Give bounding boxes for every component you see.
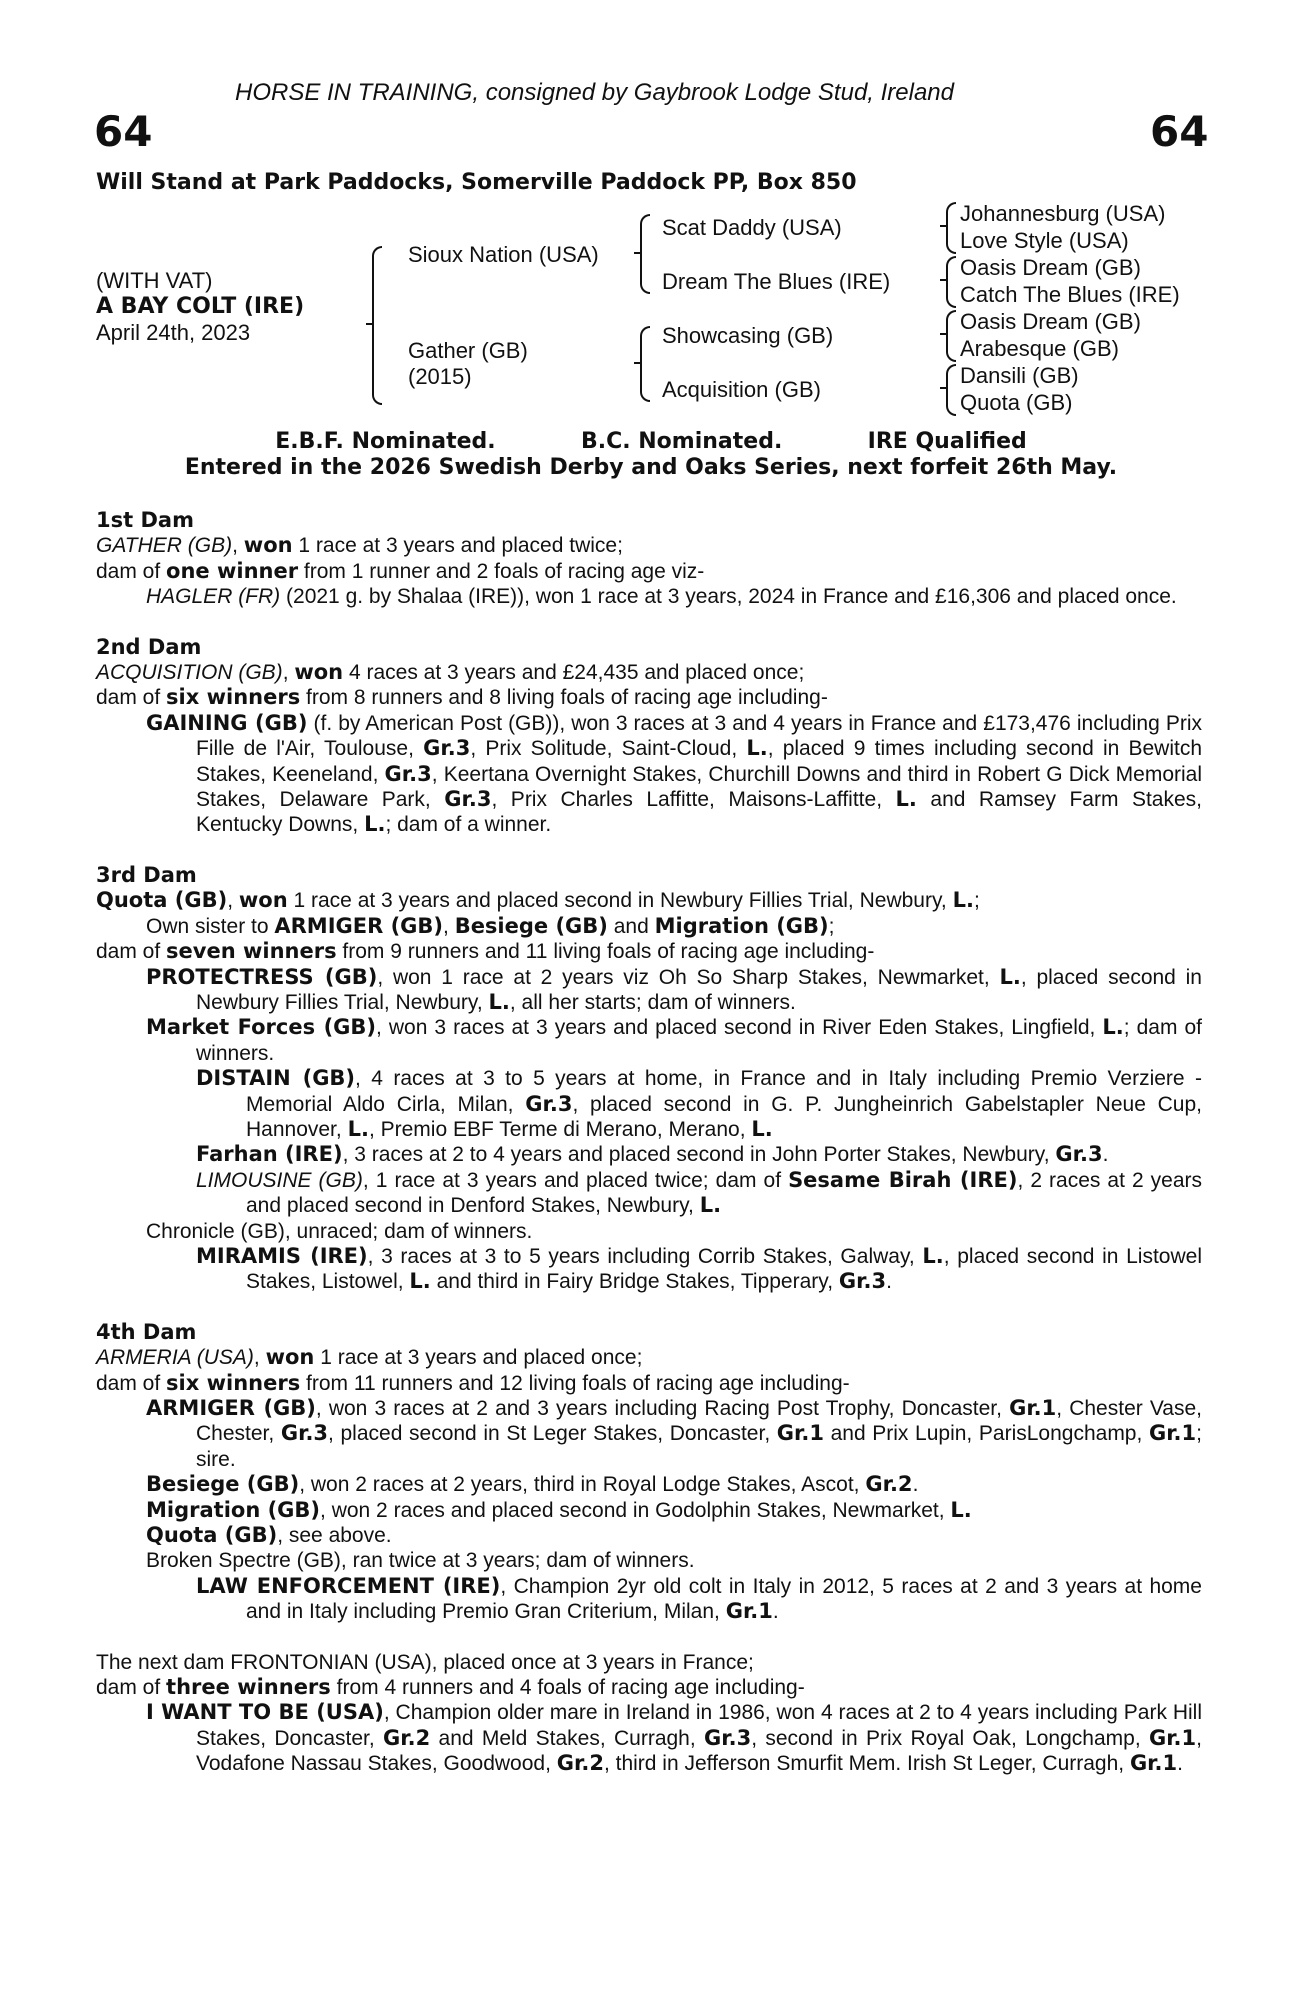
dam-name: Gather (GB) xyxy=(408,338,528,363)
winner-count: three winners xyxy=(166,1675,331,1700)
brace-ds-tick xyxy=(940,333,947,335)
grade-label: Gr.1 xyxy=(725,1599,773,1624)
won-label: won xyxy=(243,533,293,558)
sd-sire: Oasis Dream (GB) xyxy=(960,255,1141,280)
produce-entry xyxy=(96,584,1202,609)
section-heading: 3rd Dam xyxy=(96,862,197,887)
race-entry: Entered in the 2026 Swedish Derby and Oaks Series, next forfeit 26th May. xyxy=(184,455,1118,480)
punctuation: . xyxy=(1102,1143,1109,1167)
horse-name: MIRAMIS (IRE) xyxy=(196,1243,368,1268)
punctuation: ; xyxy=(828,914,835,938)
listed-label: L. xyxy=(488,989,510,1014)
horse-record: , won 2 races at 2 years, third in Royal Lodge Stakes, Ascot, xyxy=(299,1473,866,1497)
listed-label: L. xyxy=(699,1193,722,1218)
horse-record: (f. by American Post (GB)), won 3 races at 3 and 4 years in France and £173,476 including Prix Fille de l'Air, Toulouse, xyxy=(196,711,1202,761)
horse-record: , Keertana Overnight Stakes, Churchill Downs and third in Robert G Dick Memorial Stakes, Delaware Park, xyxy=(196,762,1202,812)
horse-name: Besiege (GB) xyxy=(146,1472,300,1497)
horse-record: , placed second in G. P. Jungheinrich Gabelstapler Neue Cup, Hannover, xyxy=(246,1092,1202,1141)
grade-label: Gr.3 xyxy=(704,1725,752,1750)
horse-record: , won 2 races and placed second in Godolphin Stakes, Newmarket, xyxy=(320,1498,951,1522)
produce-intro: dam of xyxy=(96,1371,167,1395)
listed-label: L. xyxy=(950,1497,972,1522)
horse-record: , Vodafone Nassau Stakes, Goodwood, xyxy=(196,1726,1202,1776)
horse-name: Migration (GB) xyxy=(146,1497,321,1522)
horse-record: , placed second in Listowel Stakes, Listowel, xyxy=(246,1244,1202,1294)
second-dam-section: 2nd Dam ACQUISITION (GB), won 4 races at 3 years and £24,435 and placed once; dam of six winners from 8 runners and 8 living foals of racing age including- GAINING (GB) (f. by American Post (GB)), won 3 races at 3 and 4 years in France and £173,476 including Prix Fille de l'Air, Toulouse, Gr.3, Prix Solitude, Saint-Cloud, L., placed 9 times including second in Bewitch Stakes, Keeneland, Gr.3, Keertana Overnight Stakes, Churchill Downs and third in Robert G Dick Memorial Stakes, Delaware Park, Gr.3, Prix Charles Laffitte, Maisons-Laffitte, L. and Ramsey Farm Stakes, Kentucky Downs, L.; dam of a winner. xyxy=(96,634,1203,837)
grade-label: Gr.3 xyxy=(444,787,492,812)
lot-number-left: 64 xyxy=(94,107,153,156)
ebf-nomination: E.B.F. Nominated. xyxy=(275,429,496,454)
winner-count: six winners xyxy=(166,685,301,710)
listed-label: L. xyxy=(364,812,386,837)
brace-ss xyxy=(946,202,956,254)
won-label: won xyxy=(238,888,288,913)
sibling-line xyxy=(96,914,1202,939)
brace-gen1-tick xyxy=(366,323,373,325)
section-heading: 1st Dam xyxy=(96,508,194,532)
produce-entry xyxy=(96,1523,1202,1548)
stand-location: Will Stand at Park Paddocks, Somerville Paddock PP, Box 850 xyxy=(96,170,857,195)
horse-record: , 4 races at 3 to 5 years at home, in France and in Italy including Premio Verziere - Memorial Aldo Cirla, Milan, xyxy=(246,1067,1202,1116)
sire-dam: Dream The Blues (IRE) xyxy=(662,269,891,294)
ss-dam: Love Style (USA) xyxy=(960,228,1129,253)
race-record: 1 race at 3 years and placed once; xyxy=(314,1346,643,1370)
horse-name: Quota (GB) xyxy=(146,1523,278,1548)
horse-record: , 3 races at 2 to 4 years and placed second in John Porter Stakes, Newbury, xyxy=(342,1143,1056,1167)
grade-label: Gr.1 xyxy=(1009,1396,1057,1420)
won-label: won xyxy=(294,660,344,685)
horse-record: , placed second in St Leger Stakes, Doncaster, xyxy=(328,1422,777,1446)
produce-entry xyxy=(96,1472,1202,1497)
horse-record: and Ramsey Farm Stakes, Kentucky Downs, xyxy=(196,788,1202,837)
listed-label: L. xyxy=(751,1116,773,1141)
dd-sire: Dansili (GB) xyxy=(960,363,1079,388)
fourth-dam-section: 4th Dam ARMERIA (USA), won 1 race at 3 years and placed once; dam of six winners from 11 runners and 12 living foals of racing age including- ARMIGER (GB), won 3 races at 2 and 3 years including Racing Post Trophy, Doncaster, Gr.1, Chester Vase, Chester, Gr.3, placed second in St Leger Stakes, Doncaster, Gr.1 and Prix Lupin, ParisLongchamp, Gr.1; sire. Besiege (GB), won 2 races at 2 years, third in Royal Lodge Stakes, Ascot, Gr.2. Migration (GB), won 2 races and placed second in Godolphin Stakes, Newmarket, L. Quota (GB), see above. Broken Spectre (GB), ran twice at 3 years; dam of winners. LAW ENFORCEMENT (IRE), Champion 2yr old colt in Italy in 2012, 5 races at 2 and 3 years at home and in Italy including Premio Gran Criterium, Milan, Gr.1. xyxy=(96,1319,1202,1624)
ds-dam: Arabesque (GB) xyxy=(960,336,1119,361)
horse-record: (2021 g. by Shalaa (IRE)), won 1 race at 3 years, 2024 in France and £16,306 and placed once. xyxy=(280,585,1177,609)
grade-label: Gr.1 xyxy=(1148,1725,1197,1750)
dam-name: ACQUISITION (GB) xyxy=(96,661,283,685)
dam-name: ARMERIA (USA) xyxy=(96,1346,254,1370)
horse-record: and third in Fairy Bridge Stakes, Tipperary, xyxy=(430,1270,839,1294)
produce-intro: dam of xyxy=(96,559,167,583)
punctuation: ; xyxy=(973,889,980,913)
nominations xyxy=(96,429,1206,481)
conjunction: and xyxy=(607,914,655,938)
grand-produce-entry xyxy=(96,1066,1202,1142)
horse-name: A BAY COLT (IRE) xyxy=(96,294,305,319)
grade-label: Gr.1 xyxy=(776,1421,824,1446)
horse-record: ; sire. xyxy=(196,1422,1202,1471)
horse-record: , Prix Charles Laffitte, Maisons-Laffitte, xyxy=(491,788,896,812)
grade-label: Gr.3 xyxy=(1055,1142,1103,1167)
next-dam-record: The next dam FRONTONIAN (USA), placed once at 3 years in France; xyxy=(96,1650,754,1674)
first-dam-section: 1st Dam GATHER (GB), won 1 race at 3 years and placed twice; dam of one winner from 1 runner and 2 foals of racing age viz- HAGLER (FR) (2021 g. by Shalaa (IRE)), won 1 race at 3 years, 2024 in France and £16,306 and placed once. xyxy=(96,508,1202,610)
horse-record: , Prix Solitude, Saint-Cloud, xyxy=(470,737,747,761)
ire-qualified: IRE Qualified xyxy=(867,429,1027,454)
produce-entry xyxy=(96,1396,1202,1472)
horse-record: , 3 races at 3 to 5 years including Corrib Stakes, Galway, xyxy=(367,1244,923,1268)
punctuation: . xyxy=(1177,1752,1183,1776)
brace-sire xyxy=(640,214,650,294)
produce-entry xyxy=(96,1700,1202,1776)
race-record: 1 race at 3 years and placed twice; xyxy=(292,534,623,558)
horse-record: ; dam of winners. xyxy=(196,1016,1203,1065)
brace-dd-tick xyxy=(940,387,947,389)
horse-name: DISTAIN (GB) xyxy=(196,1066,356,1091)
horse-record: , won 1 race at 2 years viz Oh So Sharp Stakes, Newmarket, xyxy=(377,965,1000,989)
produce-summary: from 9 runners and 11 living foals of racing age including- xyxy=(336,940,875,964)
produce-entry xyxy=(96,1498,1202,1523)
produce-entry: Broken Spectre (GB), ran twice at 3 years; dam of winners. xyxy=(146,1549,695,1573)
produce-summary: from 1 runner and 2 foals of racing age viz- xyxy=(298,559,705,583)
grand-produce-entry xyxy=(96,1142,1202,1167)
winner-count: six winners xyxy=(166,1370,301,1395)
horse-name: ARMIGER (GB) xyxy=(146,1396,316,1420)
foaling-date: April 24th, 2023 xyxy=(96,320,251,345)
dam-name: GATHER (GB) xyxy=(96,534,233,558)
winner-count: one winner xyxy=(166,558,299,583)
vat-note: (WITH VAT) xyxy=(96,268,213,293)
grand-produce-entry xyxy=(96,1244,1202,1295)
dam-dam: Acquisition (GB) xyxy=(662,377,821,402)
horse-record: and Prix Lupin, ParisLongchamp, xyxy=(823,1422,1149,1446)
dam-sire: Showcasing (GB) xyxy=(662,323,834,348)
punctuation: . xyxy=(772,1600,779,1624)
horse-name: Sesame Birah (IRE) xyxy=(788,1167,1018,1192)
horse-record: , won 3 races at 2 and 3 years including Racing Post Trophy, Doncaster, xyxy=(315,1397,1010,1420)
grade-label: Gr.3 xyxy=(280,1421,329,1446)
horse-name: I WANT TO BE (USA) xyxy=(146,1700,384,1725)
sire-sire: Scat Daddy (USA) xyxy=(662,215,842,240)
horse-record: and Meld Stakes, Curragh, xyxy=(430,1726,704,1750)
grade-label: Gr.1 xyxy=(1129,1751,1178,1776)
brace-gen1 xyxy=(372,246,382,405)
ds-sire: Oasis Dream (GB) xyxy=(960,309,1141,334)
horse-record: , Chester Vase, Chester, xyxy=(196,1397,1202,1446)
listed-label: L. xyxy=(409,1269,431,1294)
horse-record: ; dam of a winner. xyxy=(385,813,552,837)
listed-label: L. xyxy=(347,1116,369,1141)
horse-name: PROTECTRESS (GB) xyxy=(146,964,378,989)
sibling-intro: Own sister to xyxy=(146,914,275,938)
grand-produce-entry xyxy=(96,1574,1202,1625)
catalogue-header: HORSE IN TRAINING, consigned by Gaybrook Lodge Stud, Ireland xyxy=(235,79,955,106)
third-dam-section: 3rd Dam Quota (GB), won 1 race at 3 years and placed second in Newbury Fillies Trial, Newbury, L.; Own sister to ARMIGER (GB), Besiege (GB) and Migration (GB); dam of seven winners from 9 runners and 11 living foals of racing age including- PROTECTRESS (GB), won 1 race at 2 years viz Oh So Sharp Stakes, Newmarket, L., placed second in Newbury Fillies Trial, Newbury, L., all her starts; dam of winners. Market Forces (GB), won 3 races at 3 years and placed second in River Eden Stakes, Lingfield, L.; dam of winners. DISTAIN (GB), 4 races at 3 to 5 years at home, in France and in Italy including Premio Verziere - Memorial Aldo Cirla, Milan, Gr.3, placed second in G. P. Jungheinrich Gabelstapler Neue Cup, Hannover, L., Premio EBF Terme di Merano, Merano, L. Farhan (IRE), 3 races at 2 to 4 years and placed second in John Porter Stakes, Newbury, Gr.3. LIMOUSINE (GB), 1 race at 3 years and placed twice; dam of Sesame Birah (IRE), 2 races at 2 years and placed second in Denford Stakes, Newbury, L. Chronicle (GB), unraced; dam of winners. MIRAMIS (IRE), 3 races at 3 to 5 years including Corrib Stakes, Galway, L., placed second in Listowel Stakes, Listowel, L. and third in Fairy Bridge Stakes, Tipperary, Gr.3. xyxy=(96,862,1203,1294)
grade-label: Gr.3 xyxy=(525,1091,573,1116)
listed-label: L. xyxy=(952,888,974,913)
grade-label: Gr.2 xyxy=(556,1751,604,1776)
produce-summary: from 8 runners and 8 living foals of racing age including- xyxy=(300,686,828,710)
horse-name: Market Forces (GB) xyxy=(146,1015,377,1040)
race-record: 1 race at 3 years and placed second in Newbury Fillies Trial, Newbury, xyxy=(287,889,953,913)
horse-record: , Champion 2yr old colt in Italy in 2012, 5 races at 2 and 3 years at home and in Italy including Premio Gran Criterium, Milan, xyxy=(246,1574,1202,1624)
produce-intro: dam of xyxy=(96,1676,167,1700)
listed-label: L. xyxy=(1102,1015,1124,1040)
punctuation: . xyxy=(912,1473,919,1497)
horse-record: , placed 9 times including second in Bewitch Stakes, Keeneland, xyxy=(196,737,1203,786)
listed-label: L. xyxy=(895,787,917,812)
produce-entry xyxy=(96,711,1202,838)
dam-year: (2015) xyxy=(408,364,472,389)
punctuation: . xyxy=(886,1270,892,1294)
horse-record: , second in Prix Royal Oak, Longchamp, xyxy=(751,1726,1149,1750)
horse-record: , see above. xyxy=(277,1524,392,1548)
listed-label: L. xyxy=(922,1243,944,1268)
brace-dd xyxy=(946,364,956,416)
sibling-name: Migration (GB) xyxy=(654,913,829,938)
horse-record: , Champion older mare in Ireland in 1986, won 4 races at 2 to 4 years including Park Hill Stakes, Doncaster, xyxy=(196,1701,1202,1750)
section-heading: 4th Dam xyxy=(96,1319,197,1344)
brace-dam-tick xyxy=(634,362,641,364)
catalogue-body xyxy=(96,508,1202,1777)
horse-record: , won 3 races at 3 years and placed second in River Eden Stakes, Lingfield, xyxy=(376,1016,1103,1040)
produce-summary: from 4 runners and 4 foals of racing age including- xyxy=(330,1676,805,1700)
horse-name: HAGLER (FR) xyxy=(146,585,281,609)
bc-nomination: B.C. Nominated. xyxy=(580,429,783,454)
sibling-name: Besiege (GB) xyxy=(454,913,608,938)
brace-ss-tick xyxy=(940,225,947,227)
race-record: 4 races at 3 years and £24,435 and placed once; xyxy=(343,661,805,685)
horse-record: , all her starts; dam of winners. xyxy=(509,990,796,1014)
horse-record: , 1 race at 3 years and placed twice; dam of xyxy=(362,1168,789,1192)
produce-summary: from 11 runners and 12 living foals of racing age including- xyxy=(300,1371,850,1395)
horse-record: , Premio EBF Terme di Merano, Merano, xyxy=(368,1117,752,1141)
grade-label: Gr.3 xyxy=(838,1269,887,1294)
grade-label: Gr.2 xyxy=(865,1472,913,1497)
produce-entry xyxy=(96,1015,1202,1066)
listed-label: L. xyxy=(746,736,768,761)
ss-sire: Johannesburg (USA) xyxy=(960,201,1166,226)
horse-name: LIMOUSINE (GB) xyxy=(196,1168,363,1192)
grade-label: Gr.1 xyxy=(1148,1421,1197,1446)
horse-name: LAW ENFORCEMENT (IRE) xyxy=(196,1573,501,1598)
produce-intro: dam of xyxy=(96,940,167,964)
grade-label: Gr.2 xyxy=(383,1725,431,1750)
listed-label: L. xyxy=(999,964,1021,989)
brace-dam xyxy=(640,326,650,402)
brace-sd xyxy=(946,256,956,308)
dam-name: Quota (GB) xyxy=(96,888,228,913)
horse-name: GAINING (GB) xyxy=(146,710,308,735)
won-label: won xyxy=(265,1345,315,1370)
grand-produce-entry xyxy=(96,1168,1202,1219)
sd-dam: Catch The Blues (IRE) xyxy=(960,282,1180,307)
horse-record: , third in Jefferson Smurfit Mem. Irish St Leger, Curragh, xyxy=(603,1752,1130,1776)
section-heading: 2nd Dam xyxy=(96,634,202,659)
punctuation: , xyxy=(443,914,455,938)
grade-label: Gr.3 xyxy=(384,761,432,786)
brace-ds xyxy=(946,310,956,362)
horse-record: , placed second in Newbury Fillies Trial, Newbury, xyxy=(196,965,1202,1014)
produce-intro: dam of xyxy=(96,686,167,710)
next-dam-section xyxy=(96,1650,1202,1777)
horse-name: Farhan (IRE) xyxy=(196,1142,343,1167)
sibling-name: ARMIGER (GB) xyxy=(274,913,444,938)
produce-entry: Chronicle (GB), unraced; dam of winners. xyxy=(146,1219,533,1243)
dd-dam: Quota (GB) xyxy=(960,390,1073,415)
grade-label: Gr.3 xyxy=(423,736,471,761)
brace-sire-tick xyxy=(634,252,641,254)
sire: Sioux Nation (USA) xyxy=(408,242,599,267)
winner-count: seven winners xyxy=(166,939,337,964)
lot-number-right: 64 xyxy=(1150,107,1209,156)
horse-record: , 2 races at 2 years and placed second in Denford Stakes, Newbury, xyxy=(246,1168,1202,1218)
produce-entry xyxy=(96,965,1202,1016)
brace-sd-tick xyxy=(940,279,947,281)
